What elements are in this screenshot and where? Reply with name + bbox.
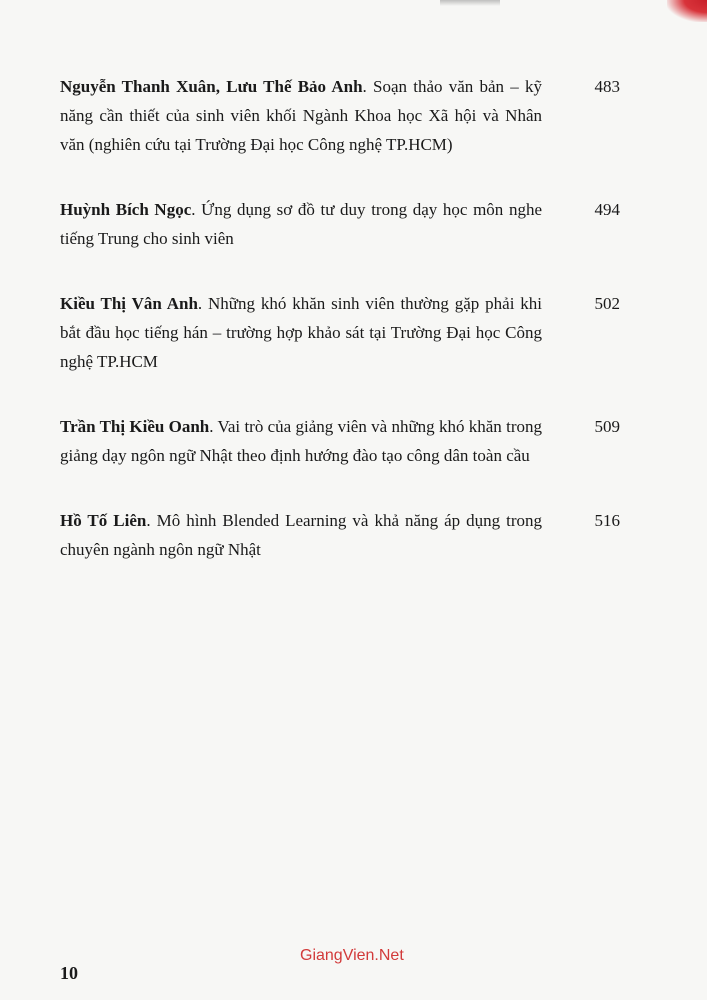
toc-entry — [60, 412, 620, 470]
toc-entry-author: Kiều Thị Vân Anh — [60, 294, 198, 313]
toc-entry-title: . Những khó khăn sinh viên thường gặp phải khi bắt đầu học tiếng hán – trường hợp khảo sát tại Trường Đại học Công nghệ TP.HCM — [60, 294, 542, 371]
toc-entry-text — [60, 289, 542, 376]
toc-entry — [60, 195, 620, 253]
toc-entry-text — [60, 195, 542, 253]
toc-entry-author: Hồ Tố Liên — [60, 511, 147, 530]
toc-entry-author: Nguyễn Thanh Xuân, Lưu Thế Bảo Anh — [60, 77, 363, 96]
toc-entry — [60, 72, 620, 159]
toc-entry-title: . Mô hình Blended Learning và khả năng áp dụng trong chuyên ngành ngôn ngữ Nhật — [60, 511, 542, 559]
toc-entry-page-number: 516 — [594, 511, 620, 530]
toc-entry-text — [60, 506, 542, 564]
page-top-shadow — [440, 0, 500, 6]
toc-entry-title: . Soạn thảo văn bản – kỹ năng cần thiết của sinh viên khối Ngành Khoa học Xã hội và Nhân văn (nghiên cứu tại Trường Đại học Công nghệ TP.HCM) — [60, 77, 542, 154]
toc-entry-page-number: 509 — [594, 417, 620, 436]
toc-entry-page-number: 483 — [594, 77, 620, 96]
toc-entry-author: Huỳnh Bích Ngọc — [60, 200, 192, 219]
toc-entry — [60, 289, 620, 376]
toc-entry — [60, 506, 620, 564]
toc-entry-text — [60, 412, 542, 470]
toc-entry-author: Trần Thị Kiều Oanh — [60, 417, 210, 436]
toc-entry-title: . Vai trò của giảng viên và những khó khăn trong giảng dạy ngôn ngữ Nhật theo định hướng đào tạo công dân toàn cầu — [60, 417, 542, 465]
toc-entry-text — [60, 72, 542, 159]
watermark-text[interactable]: GiangVien.Net — [300, 947, 404, 964]
toc-entry-title: . Ứng dụng sơ đồ tư duy trong dạy học môn nghe tiếng Trung cho sinh viên — [60, 200, 542, 248]
toc-entry-page-number: 494 — [594, 200, 620, 219]
table-of-contents — [60, 72, 620, 600]
toc-entry-page-number: 502 — [594, 294, 620, 313]
page-corner-mark — [667, 0, 707, 22]
page-number: 10 — [60, 963, 78, 983]
